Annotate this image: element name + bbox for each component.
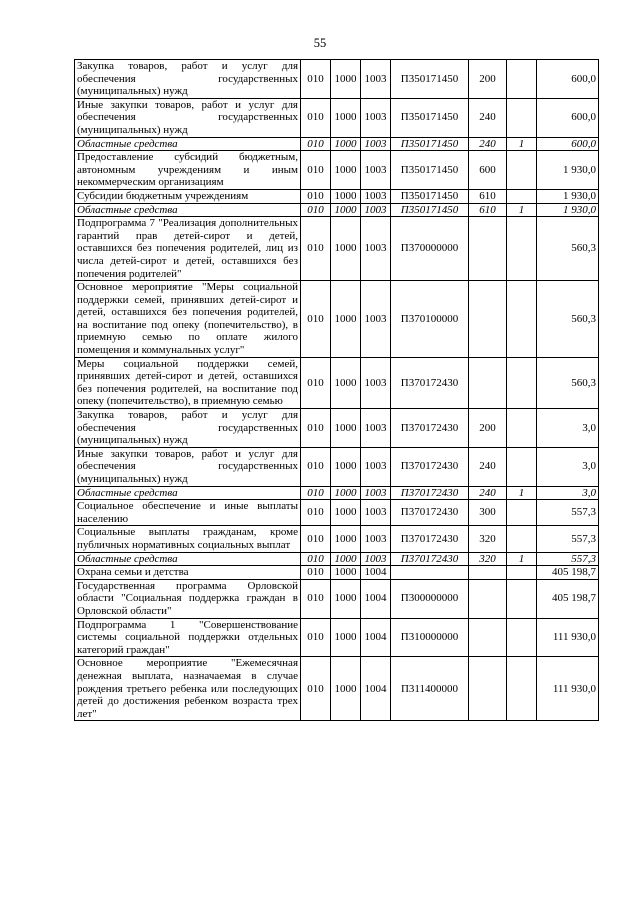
ministry-code-cell: 010: [301, 281, 331, 358]
expense-type-cell: 200: [469, 60, 507, 99]
table-row: [75, 618, 599, 657]
expense-type-cell: [469, 281, 507, 358]
amount-cell: 557,3: [537, 500, 599, 526]
table-row: [75, 98, 599, 137]
row-name-cell: Основное мероприятие "Меры социальной поддержки семей, принявших детей-сирот и детей, оставшихся без попечения родителей, на воспитание под опеку (попечительство), в приемную семью по оплате жилого помещения и коммунальных услуг": [75, 281, 301, 358]
table-row: [75, 203, 599, 217]
row-name-cell: Охрана семьи и детства: [75, 566, 301, 580]
row-name-cell: Закупка товаров, работ и услуг для обеспечения государственных (муниципальных) нужд: [75, 409, 301, 448]
section-code-cell: 1000: [331, 98, 361, 137]
ministry-code-cell: 010: [301, 409, 331, 448]
target-article-cell: П370172430: [391, 500, 469, 526]
section-code-cell: 1000: [331, 618, 361, 657]
funding-source-cell: [507, 500, 537, 526]
amount-cell: 111 930,0: [537, 657, 599, 721]
subsection-code-cell: 1003: [361, 447, 391, 486]
funding-source-cell: [507, 526, 537, 552]
funding-source-cell: 1: [507, 137, 537, 151]
section-code-cell: 1000: [331, 526, 361, 552]
target-article-cell: П310000000: [391, 618, 469, 657]
target-article-cell: П311400000: [391, 657, 469, 721]
section-code-cell: 1000: [331, 203, 361, 217]
funding-source-cell: [507, 189, 537, 203]
subsection-code-cell: 1003: [361, 189, 391, 203]
table-row: [75, 151, 599, 190]
subsection-code-cell: 1003: [361, 137, 391, 151]
ministry-code-cell: 010: [301, 500, 331, 526]
subsection-code-cell: 1003: [361, 217, 391, 281]
table-row: [75, 657, 599, 721]
expense-type-cell: 240: [469, 447, 507, 486]
subsection-code-cell: 1004: [361, 618, 391, 657]
expense-type-cell: 200: [469, 409, 507, 448]
target-article-cell: П370172430: [391, 552, 469, 566]
funding-source-cell: [507, 151, 537, 190]
ministry-code-cell: 010: [301, 552, 331, 566]
target-article-cell: П370000000: [391, 217, 469, 281]
section-code-cell: 1000: [331, 500, 361, 526]
subsection-code-cell: 1003: [361, 486, 391, 500]
expense-type-cell: 320: [469, 526, 507, 552]
row-name-cell: Областные средства: [75, 552, 301, 566]
amount-cell: 1 930,0: [537, 151, 599, 190]
funding-source-cell: [507, 217, 537, 281]
row-name-cell: Областные средства: [75, 137, 301, 151]
funding-source-cell: [507, 98, 537, 137]
section-code-cell: 1000: [331, 357, 361, 408]
ministry-code-cell: 010: [301, 618, 331, 657]
funding-source-cell: [507, 566, 537, 580]
table-body: [75, 60, 599, 721]
expense-type-cell: [469, 566, 507, 580]
section-code-cell: 1000: [331, 657, 361, 721]
amount-cell: 557,3: [537, 552, 599, 566]
funding-source-cell: 1: [507, 552, 537, 566]
section-code-cell: 1000: [331, 60, 361, 99]
section-code-cell: 1000: [331, 151, 361, 190]
table-row: [75, 189, 599, 203]
expense-type-cell: [469, 579, 507, 618]
subsection-code-cell: 1003: [361, 526, 391, 552]
row-name-cell: Государственная программа Орловской области "Социальная поддержка граждан в Орловской области": [75, 579, 301, 618]
funding-source-cell: [507, 60, 537, 99]
table-row: [75, 357, 599, 408]
section-code-cell: 1000: [331, 552, 361, 566]
table-row: [75, 409, 599, 448]
target-article-cell: П350171450: [391, 60, 469, 99]
ministry-code-cell: 010: [301, 566, 331, 580]
expense-type-cell: 300: [469, 500, 507, 526]
subsection-code-cell: 1003: [361, 98, 391, 137]
ministry-code-cell: 010: [301, 60, 331, 99]
table-row: [75, 500, 599, 526]
target-article-cell: [391, 566, 469, 580]
amount-cell: 405 198,7: [537, 566, 599, 580]
amount-cell: 600,0: [537, 60, 599, 99]
target-article-cell: П370172430: [391, 447, 469, 486]
expense-type-cell: 320: [469, 552, 507, 566]
target-article-cell: П350171450: [391, 189, 469, 203]
target-article-cell: П350171450: [391, 137, 469, 151]
ministry-code-cell: 010: [301, 137, 331, 151]
expense-type-cell: 600: [469, 151, 507, 190]
funding-source-cell: 1: [507, 203, 537, 217]
subsection-code-cell: 1004: [361, 579, 391, 618]
amount-cell: 405 198,7: [537, 579, 599, 618]
table-row: [75, 566, 599, 580]
expense-type-cell: 240: [469, 486, 507, 500]
amount-cell: 600,0: [537, 98, 599, 137]
section-code-cell: 1000: [331, 409, 361, 448]
subsection-code-cell: 1003: [361, 500, 391, 526]
amount-cell: 3,0: [537, 409, 599, 448]
target-article-cell: П370172430: [391, 526, 469, 552]
amount-cell: 560,3: [537, 357, 599, 408]
row-name-cell: Подпрограмма 1 "Совершенствование системы социальной поддержки отдельных категорий граждан": [75, 618, 301, 657]
page-number: 55: [313, 36, 327, 50]
ministry-code-cell: 010: [301, 486, 331, 500]
ministry-code-cell: 010: [301, 203, 331, 217]
row-name-cell: Областные средства: [75, 203, 301, 217]
amount-cell: 560,3: [537, 281, 599, 358]
row-name-cell: Социальное обеспечение и иные выплаты населению: [75, 500, 301, 526]
funding-source-cell: [507, 281, 537, 358]
amount-cell: 3,0: [537, 486, 599, 500]
section-code-cell: 1000: [331, 486, 361, 500]
row-name-cell: Иные закупки товаров, работ и услуг для обеспечения государственных (муниципальных) нужд: [75, 98, 301, 137]
ministry-code-cell: 010: [301, 98, 331, 137]
ministry-code-cell: 010: [301, 526, 331, 552]
subsection-code-cell: 1004: [361, 657, 391, 721]
target-article-cell: П370172430: [391, 409, 469, 448]
expense-type-cell: [469, 217, 507, 281]
section-code-cell: 1000: [331, 281, 361, 358]
target-article-cell: П350171450: [391, 203, 469, 217]
row-name-cell: Предоставление субсидий бюджетным, автономным учреждениям и иным некоммерческим организациям: [75, 151, 301, 190]
ministry-code-cell: 010: [301, 357, 331, 408]
funding-source-cell: [507, 618, 537, 657]
subsection-code-cell: 1003: [361, 552, 391, 566]
subsection-code-cell: 1004: [361, 566, 391, 580]
row-name-cell: Областные средства: [75, 486, 301, 500]
subsection-code-cell: 1003: [361, 281, 391, 358]
expense-type-cell: 240: [469, 98, 507, 137]
ministry-code-cell: 010: [301, 657, 331, 721]
row-name-cell: Подпрограмма 7 "Реализация дополнительных гарантий прав детей-сирот и детей, оставшихся без попечения родителей, лиц из числа детей-сирот и детей, оставшихся без попечения родителей": [75, 217, 301, 281]
row-name-cell: Иные закупки товаров, работ и услуг для обеспечения государственных (муниципальных) нужд: [75, 447, 301, 486]
row-name-cell: Меры социальной поддержки семей, принявших детей-сирот и детей, оставшихся без попечения родителей, на воспитание под опеку (попечительство), в приемную семью: [75, 357, 301, 408]
ministry-code-cell: 010: [301, 447, 331, 486]
target-article-cell: П370172430: [391, 486, 469, 500]
amount-cell: 3,0: [537, 447, 599, 486]
table-row: [75, 281, 599, 358]
target-article-cell: П350171450: [391, 98, 469, 137]
budget-table: [74, 59, 599, 721]
ministry-code-cell: 010: [301, 217, 331, 281]
amount-cell: 1 930,0: [537, 203, 599, 217]
table-row: [75, 579, 599, 618]
ministry-code-cell: 010: [301, 189, 331, 203]
expense-type-cell: [469, 657, 507, 721]
expense-type-cell: 240: [469, 137, 507, 151]
amount-cell: 600,0: [537, 137, 599, 151]
target-article-cell: П300000000: [391, 579, 469, 618]
expense-type-cell: 610: [469, 203, 507, 217]
section-code-cell: 1000: [331, 217, 361, 281]
section-code-cell: 1000: [331, 137, 361, 151]
row-name-cell: Субсидии бюджетным учреждениям: [75, 189, 301, 203]
ministry-code-cell: 010: [301, 579, 331, 618]
table-row: [75, 552, 599, 566]
funding-source-cell: [507, 657, 537, 721]
amount-cell: 111 930,0: [537, 618, 599, 657]
section-code-cell: 1000: [331, 566, 361, 580]
amount-cell: 1 930,0: [537, 189, 599, 203]
subsection-code-cell: 1003: [361, 60, 391, 99]
subsection-code-cell: 1003: [361, 357, 391, 408]
funding-source-cell: [507, 579, 537, 618]
section-code-cell: 1000: [331, 447, 361, 486]
funding-source-cell: [507, 409, 537, 448]
subsection-code-cell: 1003: [361, 409, 391, 448]
table-row: [75, 217, 599, 281]
table-row: [75, 137, 599, 151]
table-row: [75, 60, 599, 99]
target-article-cell: П370100000: [391, 281, 469, 358]
target-article-cell: П370172430: [391, 357, 469, 408]
table-row: [75, 486, 599, 500]
subsection-code-cell: 1003: [361, 151, 391, 190]
expense-type-cell: 610: [469, 189, 507, 203]
target-article-cell: П350171450: [391, 151, 469, 190]
funding-source-cell: [507, 357, 537, 408]
expense-type-cell: [469, 357, 507, 408]
row-name-cell: Социальные выплаты гражданам, кроме публичных нормативных социальных выплат: [75, 526, 301, 552]
amount-cell: 557,3: [537, 526, 599, 552]
ministry-code-cell: 010: [301, 151, 331, 190]
section-code-cell: 1000: [331, 579, 361, 618]
table-row: [75, 526, 599, 552]
expense-type-cell: [469, 618, 507, 657]
row-name-cell: Основное мероприятие "Ежемесячная денежная выплата, назначаемая в случае рождения третьего ребенка или последующих детей до достижения ребенком возраста трех лет": [75, 657, 301, 721]
section-code-cell: 1000: [331, 189, 361, 203]
row-name-cell: Закупка товаров, работ и услуг для обеспечения государственных (муниципальных) нужд: [75, 60, 301, 99]
funding-source-cell: [507, 447, 537, 486]
table-row: [75, 447, 599, 486]
funding-source-cell: 1: [507, 486, 537, 500]
subsection-code-cell: 1003: [361, 203, 391, 217]
amount-cell: 560,3: [537, 217, 599, 281]
